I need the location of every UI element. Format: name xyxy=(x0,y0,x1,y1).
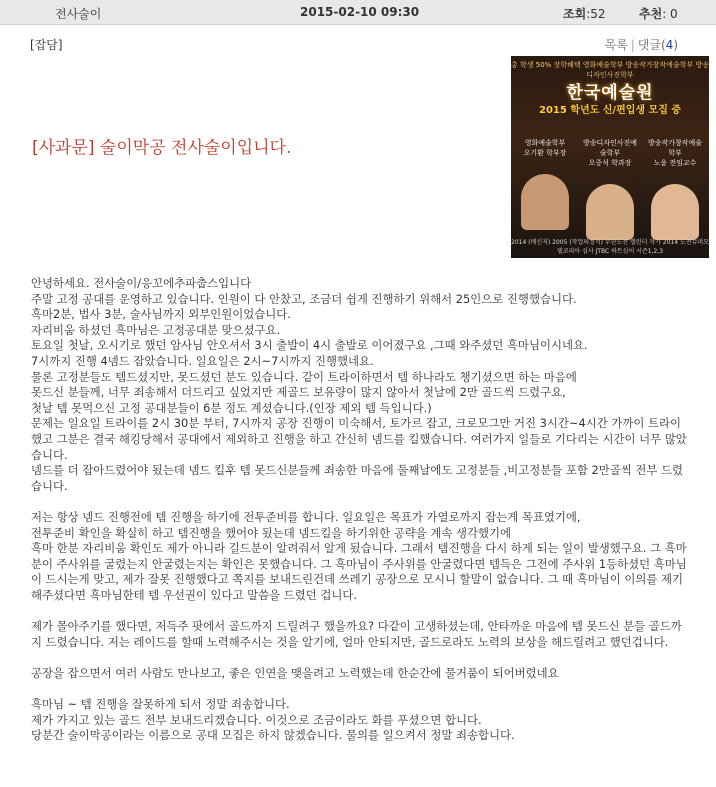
body-paragraph: 제가 몰아주기를 했다면, 저득주 팟에서 골드까지 드릴려구 했을까요? 다같이 고생하셨는데, 안타까운 마음에 템 못드신 분들 골드까지 드렸습니다. 저는 레이드를 할때 노력해주시는 것을 알기에, 얼마 안되지만, 골드로라도 노력의 보상을 해드릴려고 했던겁니다. xyxy=(31,619,682,649)
person-photo xyxy=(586,184,634,240)
comments-close: ) xyxy=(673,38,678,52)
body-paragraph: 넴드를 더 잡아드렸어야 됬는데 넴드 킬후 템 못드신분들께 죄송한 마음에 둘째날에도 고정분들 ,비고정분들 포함 2만골씩 전부 드렸습니다. xyxy=(31,463,683,493)
body-paragraph: 흑마님 ~ 템 진행을 잘못하게 되서 정말 죄송합니다. xyxy=(31,697,290,712)
body-paragraph: 7시까지 진행 4넴드 잡았습니다. 일요일은 2시~7시까지 진행했네요. xyxy=(31,353,374,368)
post-links xyxy=(605,36,678,53)
post-title: [사과문] 술이막공 전사술이입니다. xyxy=(32,138,292,158)
view-count xyxy=(563,5,606,22)
body-paragraph: 문제는 일요일 트라이를 2시 30분 부터, 7시까지 공장 진행이 미숙해서, 토가르 잡고, 크로모그만 거진 3시간~4시간 가까이 트라이했고 그분은 결국 해킹당해서 공대에서 제외하고 진행을 하고 간신히 넴드를 킬했습니다. 여러가지 일들로 기다리는 시간이 너무 많았습니다. xyxy=(31,416,687,462)
ad-person-name: 오중석 학과장 xyxy=(588,159,632,167)
blank-line xyxy=(31,603,691,619)
ad-person xyxy=(580,138,640,240)
body-paragraph: 흑마2분, 법사 3분, 술사님까지 외부인원이었습니다. xyxy=(31,307,291,322)
person-photo xyxy=(651,184,699,240)
comments-link[interactable] xyxy=(638,38,678,52)
blank-line xyxy=(31,650,691,666)
ad-person-dept: 방송작가창작예술학부 xyxy=(647,139,703,157)
ad-person-name: 오기환 학부장 xyxy=(523,149,567,157)
ad-person-name: 노윤 전임교수 xyxy=(653,159,697,167)
advertisement-banner[interactable] xyxy=(511,56,709,258)
blank-line xyxy=(31,681,691,697)
body-paragraph: 공장을 잡으면서 여러 사람도 만나보고, 좋은 인연을 맺을려고 노력했는데 한순간에 물거품이 되어버렸네요 xyxy=(31,665,559,680)
body-paragraph: 전투준비 확인을 확실히 하고 템진행을 했어야 됬는데 넴드킬을 하기위한 공략을 계속 생각했기에 xyxy=(31,525,511,540)
body-paragraph: 흑마 한분 자리비움 확인도 제가 아니라 길드분이 알려줘서 알게 됬습니다. 그래서 템진행을 다시 하게 되는 일이 발생했구요. 그 흑마분이 주사위를 굴렸는지 안굴렸는지는 확인은 못했습니다. 그 흑마님이 주사위를 안굴렸다면 템득은 그전에 주사위 1등하셨던 흑마님이 드시는게 맞고, 제가 잘못 진행했다고 쪽지를 보내드린건데 쓰레기 공장으로 모시니 할말이 없습니다. 그 때 흑마님이 이의를 제기해주셨다면 흑마님한테 템 우선권이 있다고 말씀을 드렸던 겁니다. xyxy=(31,541,687,602)
comment-count: 4 xyxy=(665,38,674,52)
list-link[interactable]: 목록 xyxy=(604,38,628,52)
blank-line xyxy=(31,494,691,510)
ad-headline: 2015 학년도 신/편입생 모집 중 xyxy=(538,105,681,116)
ad-person xyxy=(645,138,705,240)
person-photo xyxy=(521,174,569,230)
recommend-label: 추천 xyxy=(639,7,663,21)
view-label: 조회 xyxy=(563,7,587,21)
recommend-count xyxy=(639,5,678,22)
body-paragraph: 못드신 분들께, 너무 죄송해서 더드리고 싶었지만 제골드 보유량이 많지 않아서 첫날에 2만 골드씩 드렸구요, xyxy=(31,385,566,400)
category-label: [잡담] xyxy=(30,38,63,52)
body-paragraph: 자리비움 하셨던 흑마님은 고정공대분 맞으셨구요. xyxy=(31,322,281,337)
ad-people xyxy=(511,138,709,228)
ad-person-dept: 영화예술학부 xyxy=(524,139,566,147)
body-paragraph: 주말 고정 공대를 운영하고 있습니다. 인원이 다 안찼고, 조금더 쉽게 진행하기 위해서 25인으로 진행했습니다. xyxy=(31,291,577,306)
body-paragraph: 제가 가지고 있는 골드 전부 보내드리겠습니다. 이것으로 조금이라도 화를 푸셨으면 합니다. xyxy=(31,712,482,727)
recommend-value: : 0 xyxy=(662,7,678,21)
body-paragraph: 첫날 템 못먹으신 고정 공대분들이 6분 정도 계셨습니다.(인장 제외 템 득입니다.) xyxy=(31,400,432,415)
ad-subtitle: 총 학생 50% 장학혜택 영화예술학부 방송작가창작예술학부 방송디자인사진학부 xyxy=(511,61,709,79)
ad-brand: 한국예술원 xyxy=(566,83,654,103)
post-header-bar xyxy=(0,0,716,25)
body-paragraph: 당분간 술이막공이라는 이름으로 공대 모집은 하지 않겠습니다. 물의를 일으켜서 정말 죄송합니다. xyxy=(31,728,515,743)
post-body xyxy=(31,276,691,744)
view-value: :52 xyxy=(586,7,606,21)
author-name[interactable]: 전사술이 xyxy=(55,7,102,21)
post-date: 2015-02-10 09:30 xyxy=(300,5,420,19)
body-paragraph: 안녕하세요. 전사술이/응꼬에추파춥스입니다 xyxy=(31,276,252,290)
divider: | xyxy=(630,38,635,52)
body-paragraph: 저는 항상 넴드 진행전에 템 진행을 하기에 전투준비를 합니다. 일요일은 목표가 가열로까지 잡는게 목표였기에, xyxy=(31,509,581,524)
ad-person-dept: 방송디자인사진예술학부 xyxy=(582,139,638,157)
ad-footer: 2014 (메신저) 2005 (작업의정석) 무한도전 캘린더 작가 2014 도전슈퍼모델코리아 심사 JTBC 하트심어 시즌1,2,3 xyxy=(511,239,709,255)
body-paragraph: 물론 고정분들도 템드셨지만, 못드셨던 분도 있습니다. 같이 트라이하면서 템 하나라도 챙기셨으면 하는 마음에 xyxy=(31,369,577,384)
body-paragraph: 토요일 첫날, 오시기로 했던 암사님 안오셔서 3시 출발이 4시 출발로 이어졌구요 ,그때 와주셨던 흑마님이시네요. xyxy=(31,338,588,353)
ad-person xyxy=(515,138,575,230)
comments-label: 댓글( xyxy=(637,38,666,52)
